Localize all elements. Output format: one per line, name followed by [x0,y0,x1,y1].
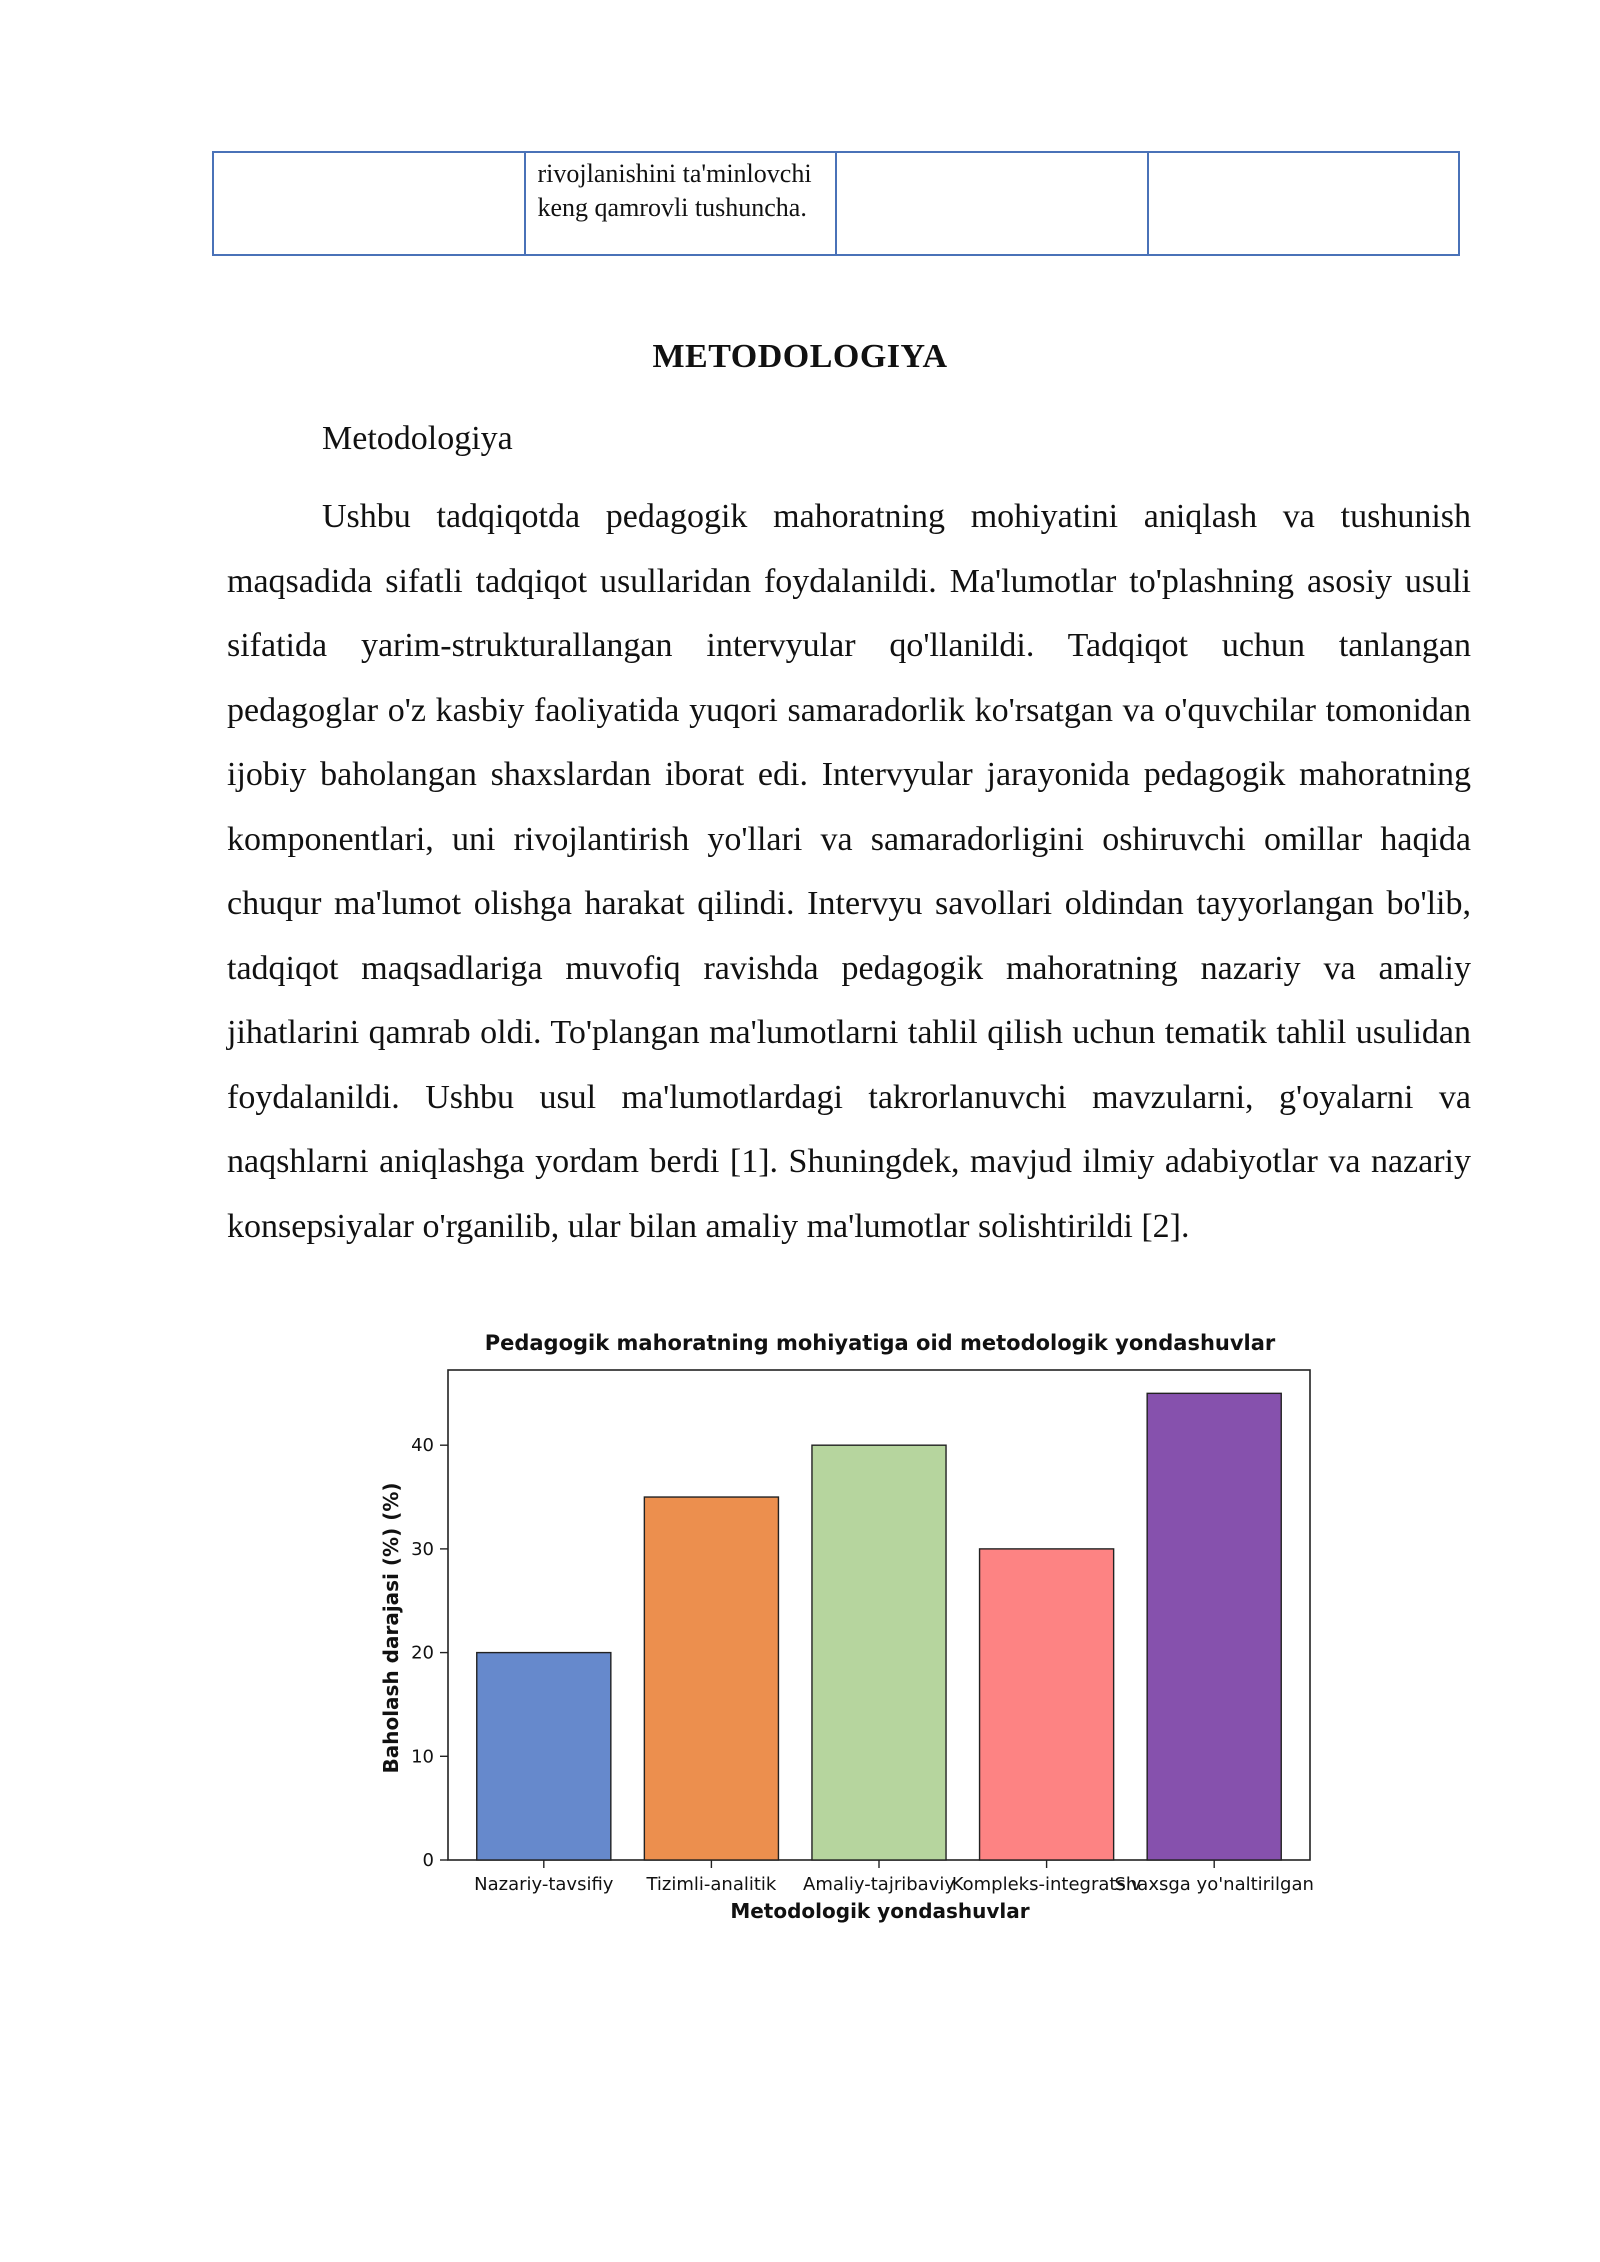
table-cell [836,152,1148,255]
chart-x-axis-label: Metodologik yondashuvlar [730,1899,1030,1923]
bar [644,1497,778,1860]
bar [1147,1393,1281,1860]
section-heading: METODOLOGIYA [652,338,948,375]
subheading: Metodologiya [322,420,513,457]
x-tick-label: Tizimli-analitik [646,1874,777,1895]
y-tick-label: 40 [411,1435,434,1457]
plot-area [411,1370,1314,1895]
chart-y-axis-label: Baholash darajasi (%) (%) [379,1482,403,1774]
y-tick-label: 10 [411,1746,434,1768]
x-tick-label: Kompleks-integratsiv [951,1874,1142,1895]
bar [980,1549,1114,1860]
table-cell: rivojlanishini ta'minlovchi keng qamrovli tushuncha. [525,152,837,255]
y-tick-label: 0 [422,1850,434,1871]
body-paragraph: Ushbu tadqiqotda pedagogik mahoratning mohiyatini aniqlash va tushunish maqsadida sifatli tadqiqot usullaridan foydalanildi. Ma'lumotlar to'plashning asosiy usuli sifatida yarim-strukturallangan intervyular qo'llanildi. Tadqiqot uchun tanlangan pedagoglar o'z kasbiy faoliyatida yuqori samaradorlik ko'rsatgan va o'quvchilar tomonidan ijobiy baholangan shaxslardan iborat edi. Intervyular jarayonida pedagogik mahoratning komponentlari, uni rivojlantirish yo'llari va samaradorligini oshiruvchi omillar haqida chuqur ma'lumot olishga harakat qilindi. Intervyu savollari oldindan tayyorlangan bo'lib, tadqiqot maqsadlariga muvofiq ravishda pedagogik mahoratning nazariy va amaliy jihatlarini qamrab oldi. To'plangan ma'lumotlarni tahlil qilish uchun tematik tahlil usulidan foydalanildi. Ushbu usul ma'lumotlardagi takrorlanuvchi mavzularni, g'oyalarni va naqshlarni aniqlashga yordam berdi [1]. Shuningdek, mavjud ilmiy adabiyotlar va nazariy konsepsiyalar o'rganilib, ular bilan amaliy ma'lumotlar solishtirildi [2]. [227,498,1471,1245]
bar [477,1653,611,1860]
table-cell [213,152,525,255]
chart-title: Pedagogik mahoratning mohiyatiga oid metodologik yondashuvlar [484,1331,1276,1355]
bar [812,1445,946,1860]
table-row [213,152,1459,255]
y-tick-label: 30 [411,1538,434,1560]
x-tick-label: Amaliy-tajribaviy [803,1874,955,1895]
table-fragment [212,151,1460,256]
bar-chart [360,1320,1340,1940]
table-cell [1148,152,1460,255]
y-tick-label: 20 [411,1642,434,1664]
x-tick-label: Shaxsga yo'naltirilgan [1114,1874,1314,1895]
x-tick-label: Nazariy-tavsifiy [474,1874,614,1895]
